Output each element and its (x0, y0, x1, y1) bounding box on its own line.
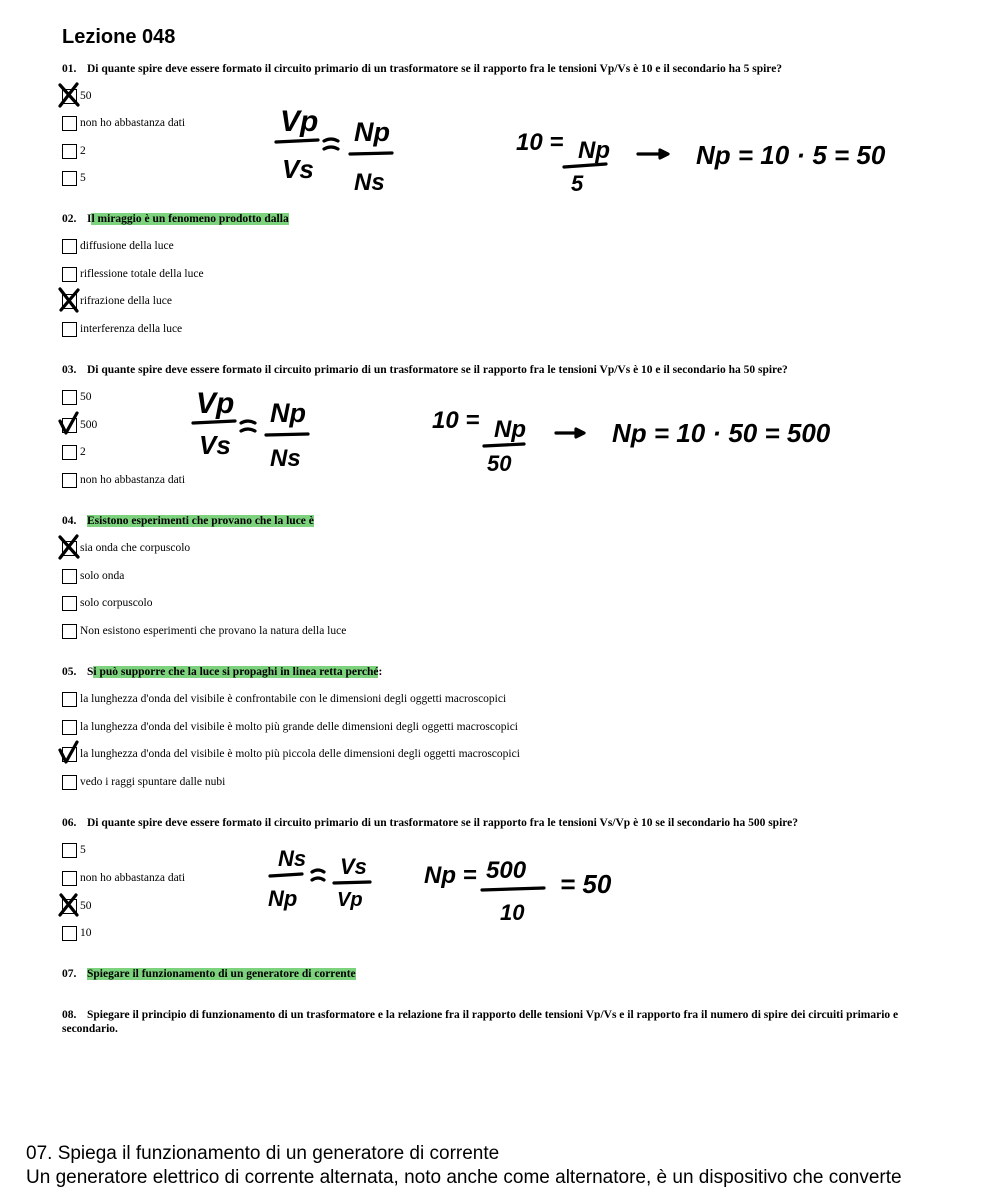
question-text-highlight: i può supporre che la luce si propaghi in linea retta perché (93, 666, 379, 678)
question-number: 06. (62, 817, 77, 829)
question-04 (62, 515, 314, 527)
option-label: 2 (80, 446, 86, 458)
option-label: Non esistono esperimenti che provano la natura della luce (80, 625, 347, 637)
checkbox[interactable] (62, 624, 77, 639)
option-label: sia onda che corpuscolo (80, 542, 191, 554)
checkbox[interactable] (62, 171, 77, 186)
question-number: 05. (62, 666, 77, 678)
option-label: la lunghezza d'onda del visibile è molto più grande delle dimensioni degli oggetti macroscopici (80, 721, 518, 733)
question-01 (62, 63, 782, 75)
answer-text-line: Un generatore elettrico di corrente alternata, noto anche come alternatore, è un dispositivo che converte (26, 1167, 902, 1188)
note-equation-result: = 50 (560, 869, 612, 899)
option-label: 500 (80, 419, 98, 431)
note-equation-left: Np = (424, 862, 477, 889)
option-label: solo corpuscolo (80, 597, 153, 609)
question-number: 08. (62, 1009, 77, 1021)
option-label: 10 (80, 927, 92, 939)
checkbox[interactable] (62, 569, 77, 584)
checkbox[interactable] (62, 473, 77, 488)
question-text-end: : (378, 666, 383, 678)
handwritten-check-mark-icon (57, 411, 81, 437)
note-fraction-top: Np (270, 398, 306, 428)
checkbox[interactable] (62, 322, 77, 337)
note-fraction-top: Vs (340, 854, 367, 879)
note-fraction-top: Np (354, 117, 390, 147)
option-label: solo onda (80, 570, 125, 582)
question-text: Di quante spire deve essere formato il circuito primario di un trasformatore se il rapporto fra le tensioni Vp/Vs è 10 e il secondario ha 50 spire? (87, 364, 788, 376)
checkbox[interactable] (62, 267, 77, 282)
note-equation-result: Np = 10 · 50 = 500 (612, 418, 831, 448)
checkbox[interactable] (62, 775, 77, 790)
option-label: interferenza della luce (80, 323, 183, 335)
question-text: Spiegare il principio di funzionamento di un trasformatore e la relazione fra il rapporto delle tensioni Vp/Vs e il rapporto fra il numero di spire dei circuiti primario e secondario. (62, 1009, 899, 1035)
option-label: riflessione totale della luce (80, 268, 204, 280)
question-number: 07. (62, 968, 77, 980)
note-q06 (268, 846, 612, 925)
option-label: vedo i raggi spuntare dalle nubi (80, 776, 226, 788)
answer-07 (26, 1142, 902, 1190)
checkbox[interactable] (62, 720, 77, 735)
note-q03 (193, 387, 831, 476)
option-label: 50 (80, 900, 92, 912)
question-03 (62, 364, 788, 376)
question-text-highlight: Spiegare il funzionamento di un generatore di corrente (87, 968, 356, 980)
question-text-highlight: l miraggio è un fenomeno prodotto dalla (91, 213, 289, 225)
option-label: la lunghezza d'onda del visibile è molto più piccola delle dimensioni degli oggetti macroscopici (80, 748, 520, 760)
handwritten-x-mark-icon (57, 534, 81, 560)
handwritten-x-mark-icon (57, 892, 81, 918)
answer-heading: 07. Spiega il funzionamento di un generatore di corrente (26, 1143, 500, 1164)
question-number: 03. (62, 364, 77, 376)
note-fraction-top: Vp (196, 387, 235, 420)
page-title: Lezione 048 (62, 26, 176, 48)
checkbox[interactable] (62, 445, 77, 460)
handwritten-x-mark-icon (57, 287, 81, 313)
handwritten-check-mark-icon (57, 740, 81, 766)
note-fraction-bottom: Ns (354, 169, 385, 196)
option-label: non ho abbastanza dati (80, 117, 186, 129)
question-text-highlight: Esistono esperimenti che provano che la luce è (87, 515, 314, 527)
checkbox[interactable] (62, 926, 77, 941)
checkbox[interactable] (62, 144, 77, 159)
question-number: 04. (62, 515, 77, 527)
handwritten-x-mark-icon (57, 82, 81, 108)
question-number: 02. (62, 213, 77, 225)
note-fraction-top: Vp (280, 105, 319, 138)
checkbox[interactable] (62, 871, 77, 886)
checkbox[interactable] (62, 692, 77, 707)
option-label: 5 (80, 172, 86, 184)
note-fraction-top: Np (578, 137, 610, 164)
note-equation-result: Np = 10 · 5 = 50 (696, 140, 886, 170)
question-08 (62, 1008, 942, 1036)
question-text: Di quante spire deve essere formato il circuito primario di un trasformatore se il rapporto fra le tensioni Vp/Vs è 10 e il secondario ha 5 spire? (87, 63, 783, 75)
note-equation-left: 10 = (516, 129, 564, 156)
note-fraction-bottom: Vs (282, 154, 314, 184)
question-number: 01. (62, 63, 77, 75)
checkbox[interactable] (62, 239, 77, 254)
note-q01 (276, 105, 886, 196)
note-fraction-top: Ns (278, 846, 307, 871)
question-text-start: I (87, 213, 92, 225)
checkbox[interactable] (62, 116, 77, 131)
option-label: 2 (80, 145, 86, 157)
option-label: non ho abbastanza dati (80, 474, 186, 486)
option-label: 5 (80, 844, 86, 856)
question-text: Di quante spire deve essere formato il circuito primario di un trasformatore se il rapporto fra le tensioni Vs/Vp è 10 se il secondario ha 500 spire? (87, 817, 799, 829)
question-06 (62, 817, 798, 829)
question-07 (62, 968, 356, 980)
option-label: non ho abbastanza dati (80, 872, 186, 884)
note-fraction-bottom: Vp (337, 889, 363, 911)
note-equation-left: 10 = (432, 407, 480, 434)
note-fraction-top: Np (494, 416, 526, 443)
question-05 (62, 666, 382, 678)
note-fraction-bottom: Vs (199, 430, 231, 460)
option-label: la lunghezza d'onda del visibile è confrontabile con le dimensioni degli oggetti macroscopici (80, 693, 507, 705)
option-label: diffusione della luce (80, 240, 174, 252)
note-fraction-bottom: Np (268, 886, 298, 911)
note-fraction-bottom: 50 (487, 451, 512, 476)
checkbox[interactable] (62, 843, 77, 858)
option-label: 50 (80, 391, 92, 403)
option-label: rifrazione della luce (80, 295, 172, 307)
note-fraction-bottom: Ns (270, 445, 301, 472)
note-fraction-bottom: 10 (500, 900, 525, 925)
option-label: 50 (80, 90, 92, 102)
checkbox[interactable] (62, 596, 77, 611)
checkbox[interactable] (62, 390, 77, 405)
question-text-start: S (87, 666, 94, 678)
question-02 (62, 213, 289, 225)
note-fraction-top: 500 (486, 857, 527, 884)
note-fraction-bottom: 5 (571, 171, 584, 196)
